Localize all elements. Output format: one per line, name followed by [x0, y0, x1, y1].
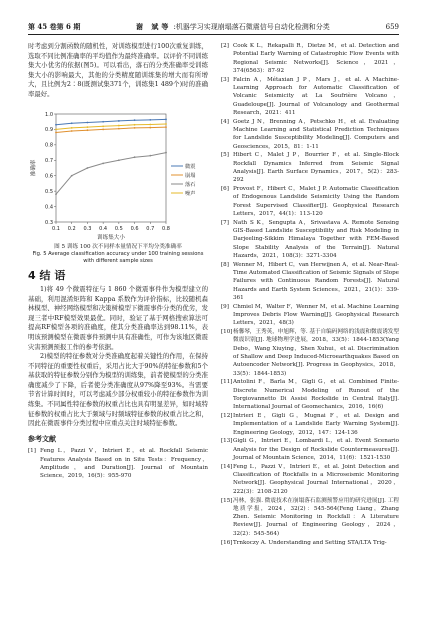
data-point: [149, 154, 151, 156]
x-tick-label: 0.2: [67, 225, 76, 232]
y-tick-label: 0.6: [45, 173, 53, 180]
running-article-title: :机器学习实现崩塌落石微震信号自动化检测和分类: [173, 23, 330, 31]
figure-caption-en: Fig. 5 Average classification accuracy under 100 training sessions with different sample sizes: [32, 251, 204, 265]
left-column: [28, 42, 208, 481]
data-point: [55, 193, 57, 195]
data-point: [134, 119, 136, 121]
reference-item: [221, 328, 399, 378]
data-point: [149, 123, 151, 125]
page-number: 659: [385, 23, 399, 31]
y-tick-label: 0.8: [45, 142, 53, 149]
data-point: [102, 125, 104, 127]
data-point: [87, 129, 89, 131]
data-point: [55, 123, 57, 125]
reference-item: [221, 219, 399, 260]
references-list-left: [28, 447, 208, 480]
reference-text: Cook K L，Rekapalli R，Dietze M，et al. Detection and Potential Early Warning of Catastrophic Flow Events with Regional Seismic Networks[J]. Science，2021，374(6563)：87-92: [233, 43, 399, 74]
reference-number: [12]: [221, 413, 233, 420]
reference-number: [8]: [221, 261, 229, 268]
data-point: [134, 123, 136, 125]
y-tick-label: 0.4: [45, 203, 53, 210]
reference-number: [13]: [221, 438, 233, 445]
x-tick-label: 0.4: [99, 225, 108, 232]
reference-number: [11]: [221, 379, 233, 386]
reference-text: Trnkoczy A. Understanding and Setting STA/LTA Trig-: [233, 539, 387, 546]
x-tick-label: 0.6: [130, 225, 139, 232]
references-list-right: [221, 42, 399, 547]
reference-text: Feng L，Pazzi V，Intrieri E，et al. Rockfall Seismic Features Analysis Based on in Situ Tests：Frequency，Amplitude，and Duration[J]. Journal of Mountain Science，2019，16(5)：955-970: [40, 448, 208, 480]
data-point: [71, 130, 73, 132]
data-point: [55, 128, 57, 130]
legend-label: 崩塌: [185, 172, 196, 179]
reference-number: [1]: [28, 448, 36, 455]
reference-number: [14]: [221, 463, 233, 470]
conclusion-paragraph-2: 2)模型的特征参数对分类准确度起着关键性的作用，在保持不同特征的重要性权重后，采用占比大于90%的特征参数和5个基获取的特征参数分别作为模型的训练集，前者使模型的分类准确度减少了下降，后者使分类准确度从97%降至93%。当需要节省计算时间时，可以考虑减少部分权重较小的特征参数作为训练集。不同属性特征参数的权重占比也具有明显差异，如时域特征参数的权重占比大于频域与时频域特征参数的权重占比之和，因此在微震事件分类过程中应重点关注时域特征参数。: [28, 352, 208, 428]
reference-item: [221, 497, 399, 538]
reference-item: [221, 76, 399, 117]
data-point: [87, 167, 89, 169]
figure-caption-cn: 图 5 训练 100 次不同样本量情况下平均分类准确率: [54, 243, 182, 250]
reference-item: [28, 447, 208, 480]
reference-text: 冯林，张强. 微震技术在崩塌落石监测预警应用的研究进展[J]. 工程地质学报，2024，32(2)：545-564(Feng Liang，Zhang Zhen. Seismic Monitoring in Rockfall：A Literature Review[J]. Journal of Engineering Geology，2024，32(2)：545-564): [233, 497, 399, 537]
reference-text: Nath S K，Sengupta A，Srivastava A. Remote Sensing GIS-Based Landslide Susceptibility and Risk Modeling in Darjeeling-Sikkim Himalaya Together with FEM-Based Slope Stability Analysis of the Terrain[J]. Natural Hazards，2021，108(3)：3271-3304: [233, 219, 399, 259]
conclusion-paragraph-1: 1)将 49 个微震特征与 1 860 个微震事件作为模型建立的基础，利用混淆矩阵和 Kappa 系数作为评价指标，比较随机森林模型、神经网络模型和决策树模型下微震事件分类的优劣，发现三者中RF模型效果最优。同时，验证了基于网格搜索算法可提高RF模型各项的准确度，使其分类准确率达到98.11%，表明该预测模型在微震事件预测中具有准确性，可作为该地区微震灾害预测预报工作的参考依据。: [28, 284, 208, 351]
reference-text: Gigli G，Intrieri E，Lombardi L，et al. Event Scenario Analysis for the Design of Rockslide Countermeasures[J]. Journal of Mountain Science，2014，11(6)：1521-1530: [233, 438, 399, 462]
journal-volume: 第 45 卷第 6 期: [28, 22, 81, 31]
reference-number: [7]: [221, 219, 229, 226]
reference-text: Intrieri E，Gigli G，Mugnai F，et al. Design and Implementation of a Landslide Early Warning System[J]. Engineering Geology，2012，147：124-136: [233, 413, 399, 436]
series-line: [56, 152, 166, 194]
y-tick-label: 0.5: [45, 188, 53, 195]
references-heading: 参考文献: [28, 434, 56, 443]
reference-text: Chmiel M，Walter F，Wenner M，et al. Machine Learning Improves Debris Flow Warning[J]. Geophysical Research Letters，2021，48(3): [233, 303, 399, 327]
reference-item: [221, 412, 399, 437]
reference-text: Falcin A，Métaxian J P，Mars J，et al. A Machine-Learning Approach for Automatic Classification of Volcanic Seismicity at La Soufrière Volcano，Guadeloupe[J]. Journal of Volcanology and Geothermal Research，2021：411: [233, 76, 399, 116]
reference-item: [221, 261, 399, 302]
reference-item: [221, 378, 399, 411]
data-point: [134, 127, 136, 129]
x-tick-label: 0.7: [146, 225, 155, 232]
data-point: [149, 119, 151, 121]
reference-text: Goetz J N，Brenning A，Petschko H，et al. Evaluating Machine Learning and Statistical Prediction Techniques for Landslide Susceptibility Modeling[J]. Computers and Geosciences，2015，81：1-11: [233, 118, 399, 150]
data-point: [102, 128, 104, 130]
reference-text: Hibert C，Malet J P，Bourrier F，et al. Single-Block Rockfall Dynamics Inferred from Seismic Signal Analysis[J]. Earth Surface Dynamics，2017，5(2)：283-292: [233, 152, 399, 184]
intro-paragraph: 时考虑到分割函数的随机性，对训练模型进行100次重复训练，选取不同比例准确率的平均值作为最终准确率。以评价不同训练集大小优劣的依据(图5)。可以看出，落石的分类准确率受训练集大小的影响最大，其他的分类精度随训练集的增大而有所增大，且比例为2∶8(既测试集371个，训练集1 489个)时的准确率最好。: [28, 42, 208, 98]
running-authors: 谢 斌等: [136, 22, 172, 31]
reference-text: Feng L，Pazzi V，Intrieri E，et al. Joint Detection and Classification of Rockfalls in a Microseismic Monitoring Network[J]. Geophysical Journal International，2020，222(3)：2108-2120: [233, 463, 399, 495]
data-point: [102, 162, 104, 164]
y-tick-label: 0.7: [45, 157, 53, 164]
data-point: [165, 123, 167, 125]
reference-item: [221, 118, 399, 151]
reference-item: [221, 539, 399, 547]
y-tick-label: 0.3: [45, 219, 53, 226]
data-point: [134, 156, 136, 158]
y-tick-label: 0.9: [45, 126, 53, 133]
reference-number: [4]: [221, 118, 229, 125]
x-tick-label: 0.8: [162, 225, 170, 232]
data-point: [87, 126, 89, 128]
reference-number: [5]: [221, 152, 229, 159]
reference-text: 杨馨琴，王秀英，申旭辉，等. 基于自编码网络的浅震和微震诱发型微震识别[J]. 地球物理学进展，2018，33(5)：1844-1853(Yang Debo，Wang Xiuying，Shen Xuhui，et al. Discrimination of Shallow and Deep Induced-Microearthquakes Based on Autoencoder Network[J]. Progress in Geophysics，2018，33(5)：1844-1853): [233, 329, 399, 377]
data-point: [71, 174, 73, 176]
accuracy-line-chart: [28, 104, 208, 242]
data-point: [71, 127, 73, 129]
reference-number: [3]: [221, 76, 229, 83]
plot-frame: [56, 114, 166, 222]
figure-5: [28, 104, 208, 242]
running-header: [28, 20, 399, 35]
data-point: [118, 120, 120, 122]
data-point: [87, 121, 89, 123]
reference-item: [221, 303, 399, 328]
running-title: [136, 20, 330, 34]
y-tick-label: 1.0: [45, 111, 53, 118]
data-point: [71, 122, 73, 124]
reference-number: [15]: [221, 497, 233, 504]
data-point: [149, 126, 151, 128]
data-point: [165, 126, 167, 128]
x-tick-label: 0.1: [52, 225, 60, 232]
data-point: [165, 118, 167, 120]
y-axis-label: 准确率: [31, 159, 37, 176]
data-point: [118, 124, 120, 126]
x-tick-label: 0.3: [83, 225, 92, 232]
reference-item: [221, 437, 399, 462]
reference-number: [10]: [221, 329, 233, 336]
reference-item: [221, 463, 399, 496]
reference-item: [221, 42, 399, 75]
reference-number: [6]: [221, 186, 229, 193]
data-point: [165, 151, 167, 153]
reference-text: Wenner M，Hibert C，van Herwijnen A，et al. Near-Real-Time Automated Classification of Seismic Signals of Slope Failures with Continuous Random Forests[J]. Natural Hazards and Earth System Sciences，2021，21(1)：339-361: [233, 261, 399, 301]
right-column: [221, 42, 399, 547]
reference-number: [2]: [221, 43, 229, 49]
reference-number: [9]: [221, 303, 229, 310]
reference-item: [221, 185, 399, 218]
data-point: [102, 120, 104, 122]
reference-number: [16]: [221, 539, 233, 546]
data-point: [118, 159, 120, 161]
data-point: [55, 131, 57, 133]
reference-item: [221, 151, 399, 184]
reference-text: Antolini F，Barla M，Gigli G，et al. Combined Finite-Discrete Numerical Modeling of Runout of the Torgiovannetto Di Assisi Rockslide in Central Italy[J]. International Journal of Geomechanics，2016，16(6): [233, 379, 399, 411]
section-title: 4 结 语: [28, 269, 66, 283]
data-point: [118, 127, 120, 129]
x-tick-label: 0.5: [114, 225, 123, 232]
x-axis-label: 训练集大小: [97, 234, 125, 241]
legend-label: 落石: [185, 181, 196, 188]
reference-text: Provost F，Hibert C，Malet J P. Automatic Classification of Endogenous Landslide Seismicity Using the Random Forest Supervised Classifier[J]. Geophysical Research Letters，2017，44(1)：113-120: [233, 186, 399, 217]
legend-label: 噪声: [185, 190, 196, 197]
legend-label: 微震: [185, 163, 196, 170]
